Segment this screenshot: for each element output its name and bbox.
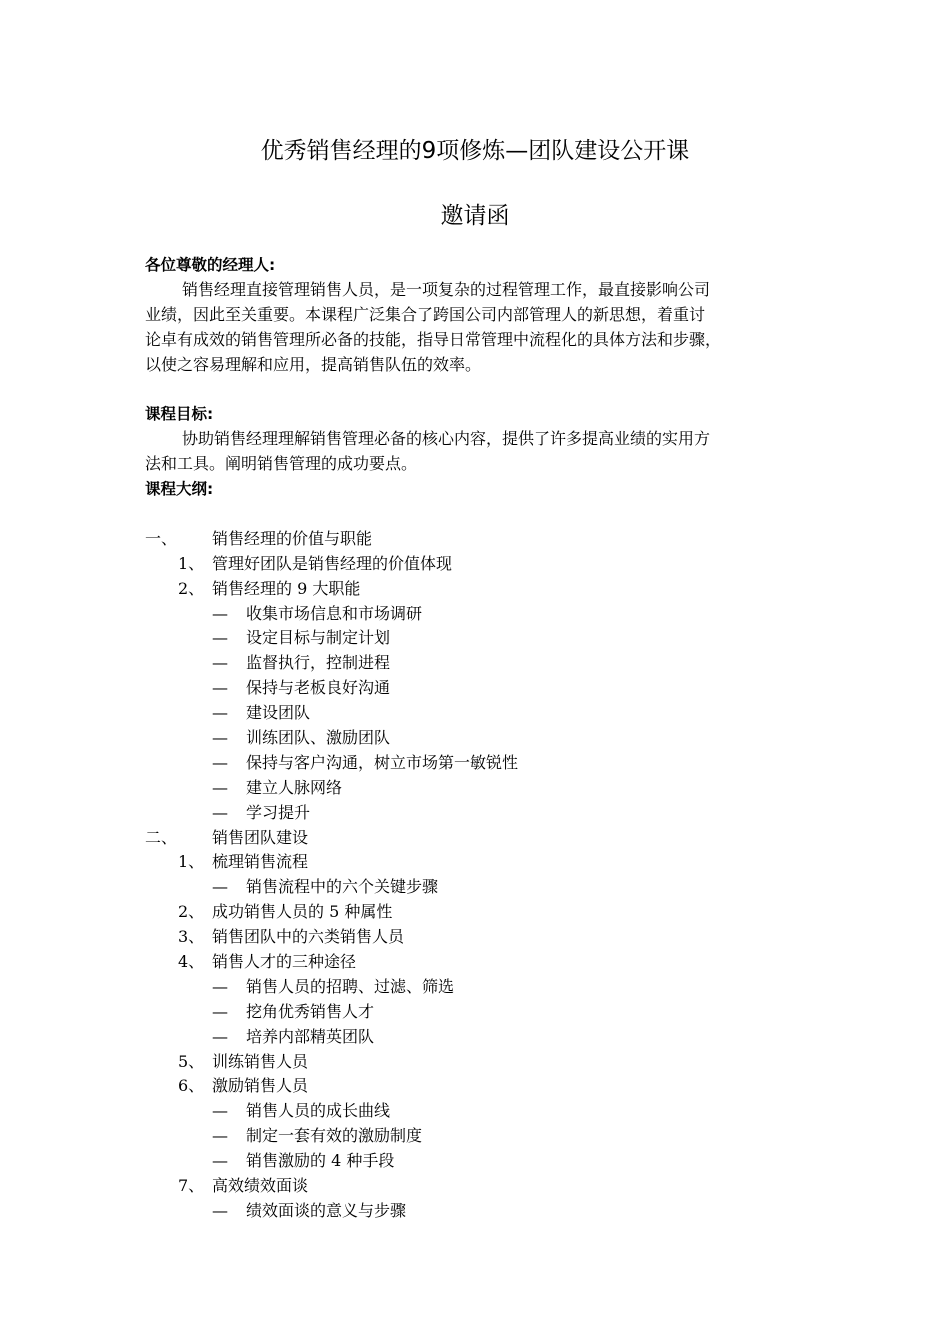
outline-item-number: —	[212, 1101, 228, 1121]
outline-item-text: 设定目标与制定计划	[246, 628, 391, 648]
spacer	[145, 377, 825, 402]
outline-item-text: 销售人才的三种途径	[212, 951, 357, 971]
outline-item-text: 销售团队建设	[212, 827, 309, 847]
outline-item-text: 销售激励的 4 种手段	[246, 1151, 395, 1171]
outline-item-number: —	[212, 752, 228, 772]
outline-item-level-2	[145, 900, 825, 925]
spacer	[145, 502, 825, 527]
outline-item-text: 激励销售人员	[212, 1076, 309, 1096]
outline-item-level-3	[145, 1000, 825, 1025]
document-title: 优秀销售经理的9项修炼—团队建设公开课	[260, 138, 690, 164]
outline-list	[145, 527, 825, 1224]
outline-item-text: 销售人员的成长曲线	[246, 1101, 391, 1121]
outline-item-text: 建立人脉网络	[246, 777, 343, 797]
outline-item-number: —	[212, 976, 228, 996]
outline-item-number: 一、	[145, 528, 178, 548]
outline-heading: 课程大纲:	[145, 480, 214, 499]
outline-item-level-2	[145, 1174, 825, 1199]
outline-item-level-3	[145, 1025, 825, 1050]
outline-item-level-2	[145, 1050, 825, 1075]
outline-item-level-3	[145, 1099, 825, 1124]
outline-item-level-2	[145, 552, 825, 577]
outline-item-number: 4、	[178, 951, 205, 971]
outline-item-level-3	[145, 875, 825, 900]
outline-item-text: 制定一套有效的激励制度	[246, 1126, 423, 1146]
outline-item-level-2	[145, 1074, 825, 1099]
outline-item-level-3	[145, 726, 825, 751]
outline-item-text: 销售经理的价值与职能	[212, 528, 373, 548]
outline-item-level-3	[145, 801, 825, 826]
outline-item-number: 2、	[178, 578, 205, 598]
outline-item-text: 管理好团队是销售经理的价值体现	[212, 553, 453, 573]
outline-item-level-2	[145, 925, 825, 950]
goal-paragraph	[145, 427, 825, 477]
outline-item-number: —	[212, 1001, 228, 1021]
outline-item-text: 梳理销售流程	[212, 852, 309, 872]
intro-line: 以使之容易理解和应用，提高销售队伍的效率。	[145, 354, 482, 374]
outline-item-number: 3、	[178, 927, 205, 947]
outline-item-text: 销售经理的 9 大职能	[212, 578, 361, 598]
outline-item-text: 收集市场信息和市场调研	[246, 603, 423, 623]
outline-item-level-2	[145, 950, 825, 975]
outline-item-number: 6、	[178, 1076, 205, 1096]
outline-item-number: —	[212, 802, 228, 822]
outline-item-level-1	[145, 826, 825, 851]
outline-item-level-3	[145, 1124, 825, 1149]
document-body	[145, 253, 825, 1224]
outline-item-level-2	[145, 850, 825, 875]
outline-item-level-3	[145, 1149, 825, 1174]
outline-item-text: 训练团队、激励团队	[246, 727, 391, 747]
outline-item-text: 挖角优秀销售人才	[246, 1001, 375, 1021]
outline-item-number: 5、	[178, 1051, 205, 1071]
outline-item-number: —	[212, 1126, 228, 1146]
outline-item-number: 7、	[178, 1176, 205, 1195]
greeting-heading: 各位尊敬的经理人:	[145, 256, 276, 274]
outline-item-number: 二、	[145, 827, 178, 847]
outline-item-number: —	[212, 703, 228, 723]
intro-line: 论卓有成效的销售管理所必备的技能，指导日常管理中流程化的具体方法和步骤，	[145, 329, 722, 349]
intro-paragraph	[145, 278, 825, 378]
outline-item-text: 建设团队	[246, 703, 311, 723]
outline-item-number: —	[212, 777, 228, 797]
outline-item-number: 1、	[178, 852, 205, 872]
outline-item-text: 销售团队中的六类销售人员	[212, 927, 405, 947]
outline-item-text: 培养内部精英团队	[246, 1026, 375, 1046]
outline-item-level-1	[145, 527, 825, 552]
outline-item-number: —	[212, 1151, 228, 1171]
outline-item-text: 绩效面谈的意义与步骤	[246, 1200, 407, 1220]
outline-item-text: 训练销售人员	[212, 1051, 309, 1071]
outline-item-number: —	[212, 603, 228, 623]
goal-line: 协助销售经理理解销售管理必备的核心内容，提供了许多提高业绩的实用方	[182, 429, 711, 449]
goal-heading: 课程目标:	[145, 405, 214, 424]
outline-item-number: —	[212, 1026, 228, 1046]
outline-item-level-3	[145, 1199, 825, 1224]
outline-item-number: 2、	[178, 902, 205, 922]
outline-item-number: —	[212, 628, 228, 648]
outline-item-text: 销售人员的招聘、过滤、筛选	[246, 976, 455, 996]
outline-item-level-3	[145, 701, 825, 726]
outline-item-level-3	[145, 626, 825, 651]
outline-item-level-3	[145, 975, 825, 1000]
outline-item-number: —	[212, 653, 228, 673]
outline-item-number: —	[212, 877, 228, 897]
outline-item-text: 销售流程中的六个关键步骤	[246, 877, 439, 897]
outline-item-text: 监督执行，控制进程	[246, 653, 391, 673]
goal-line: 法和工具。阐明销售管理的成功要点。	[145, 454, 418, 474]
outline-item-level-3	[145, 651, 825, 676]
document-subtitle: 邀请函	[440, 203, 510, 229]
outline-item-number: —	[212, 727, 228, 747]
intro-line: 业绩，因此至关重要。本课程广泛集合了跨国公司内部管理人的新思想，着重讨	[145, 304, 706, 324]
intro-line: 销售经理直接管理销售人员，是一项复杂的过程管理工作，最直接影响公司	[182, 279, 711, 299]
outline-item-text: 保持与客户沟通，树立市场第一敏锐性	[246, 752, 519, 772]
outline-item-number: —	[212, 1200, 228, 1220]
outline-item-text: 成功销售人员的 5 种属性	[212, 902, 393, 922]
outline-item-level-3	[145, 751, 825, 776]
outline-item-text: 学习提升	[246, 802, 311, 822]
outline-item-text: 保持与老板良好沟通	[246, 678, 391, 698]
outline-item-level-3	[145, 602, 825, 627]
outline-item-level-3	[145, 776, 825, 801]
outline-item-level-3	[145, 676, 825, 701]
outline-item-level-2	[145, 577, 825, 602]
outline-item-number: 1、	[178, 553, 205, 573]
outline-item-number: —	[212, 678, 228, 698]
outline-item-text: 高效绩效面谈	[212, 1176, 309, 1195]
